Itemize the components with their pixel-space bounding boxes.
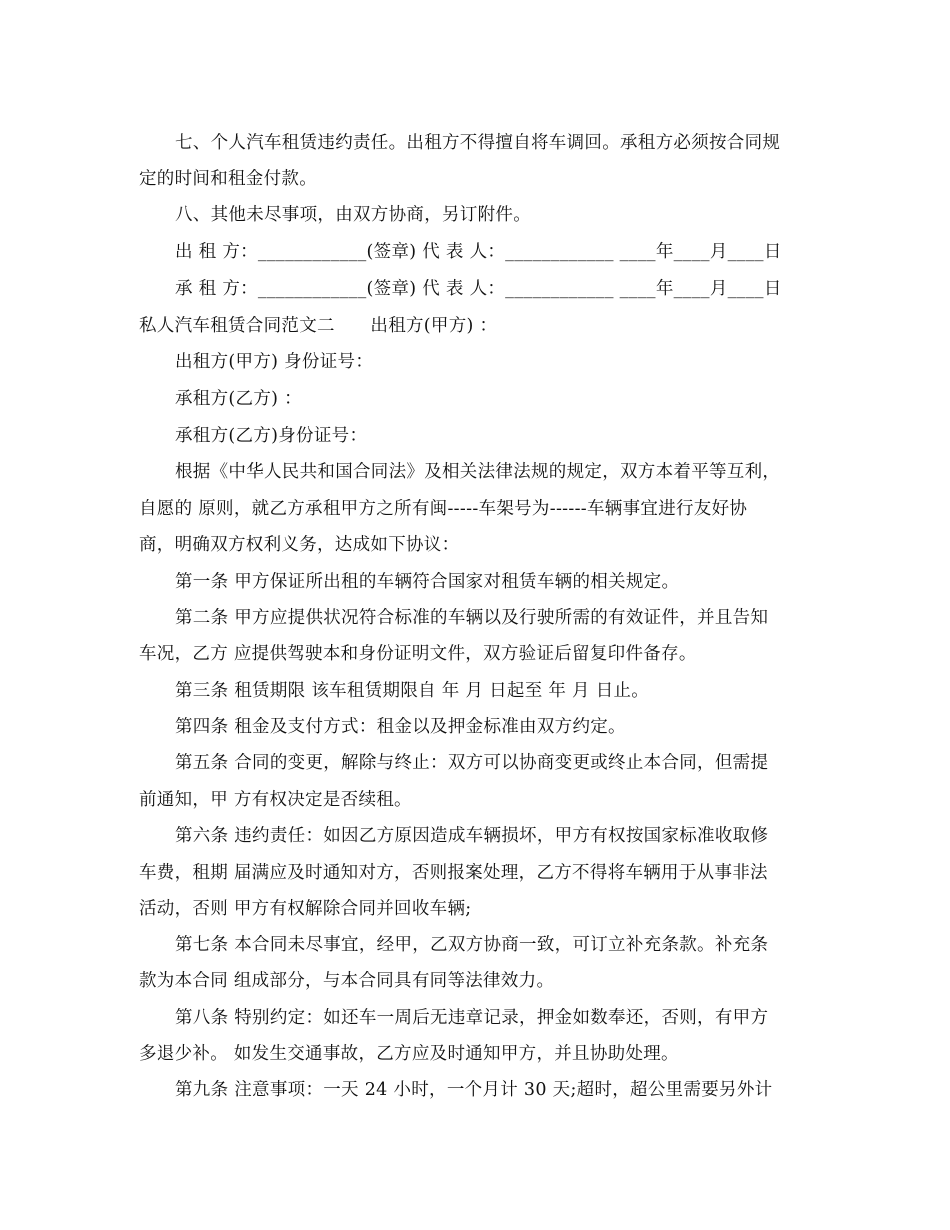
- template-two-heading: 私人汽车租赁合同范文二 出租方(甲方) ：: [139, 316, 498, 336]
- lessee-signature-line: 承 租 方：____________(签章) 代 表 人：____________ ____年____月____日: [175, 279, 782, 299]
- article-6-line-1: 第六条 违约责任：如因乙方原因造成车辆损坏，甲方有权按国家标准收取修: [175, 826, 769, 846]
- article-9-line-1: 第九条 注意事项：一天 24 小时，一个月计 30 天;超时，超公里需要另外计: [175, 1080, 773, 1100]
- article-8-line-2: 多退少补。 如发生交通事故，乙方应及时通知甲方，并且协助处理。: [139, 1044, 679, 1064]
- article-7-line-1: 第七条 本合同未尽事宜，经甲，乙双方协商一致，可订立补充条款。补充条: [175, 935, 769, 955]
- clause-8-line: 八、其他未尽事项，由双方协商，另订附件。: [175, 205, 531, 225]
- preamble-line-2: 自愿的 原则，就乙方承租甲方之所有闽-----车架号为------车辆事宜进行友好协: [139, 499, 748, 519]
- article-1-line: 第一条 甲方保证所出租的车辆符合国家对租赁车辆的相关规定。: [175, 572, 680, 592]
- article-5-line-2: 前通知，甲 方有权决定是否续租。: [139, 790, 412, 810]
- article-8-line-1: 第八条 特别约定：如还车一周后无违章记录，押金如数奉还，否则，有甲方: [175, 1008, 769, 1028]
- article-4-line: 第四条 租金及支付方式：租金以及押金标准由双方约定。: [175, 717, 626, 737]
- article-5-line-1: 第五条 合同的变更，解除与终止：双方可以协商变更或终止本合同，但需提: [175, 753, 769, 773]
- preamble-line-1: 根据《中华人民共和国合同法》及相关法律法规的规定，双方本着平等互利，: [175, 462, 781, 482]
- article-6-line-2: 车费，租期 届满应及时通知对方，否则报案处理，乙方不得将车辆用于从事非法: [139, 863, 768, 883]
- article-6-line-3: 活动，否则 甲方有权解除合同并回收车辆;: [139, 899, 472, 919]
- lessee-id-line: 承租方(乙方)身份证号：: [175, 426, 368, 446]
- lessor-signature-line: 出 租 方：____________(签章) 代 表 人：____________ ____年____月____日: [175, 242, 782, 262]
- clause-7-line-2: 定的时间和租金付款。: [139, 169, 317, 189]
- article-7-line-2: 款为本合同 组成部分，与本合同具有同等法律效力。: [139, 971, 555, 991]
- article-2-line-2: 车况，乙方 应提供驾驶本和身份证明文件，双方验证后留复印件备存。: [139, 644, 697, 664]
- lessee-line: 承租方(乙方) ：: [175, 389, 302, 409]
- article-3-line: 第三条 租赁期限 该车租赁期限自 年 月 日起至 年 月 日止。: [175, 681, 650, 701]
- clause-7-line-1: 七、个人汽车租赁违约责任。出租方不得擅自将车调回。承租方必须按合同规: [175, 133, 781, 153]
- preamble-line-3: 商，明确双方权利义务，达成如下协议：: [139, 535, 460, 555]
- article-2-line-1: 第二条 甲方应提供状况符合标准的车辆以及行驶所需的有效证件，并且告知: [175, 608, 769, 628]
- lessor-id-line: 出租方(甲方) 身份证号：: [175, 352, 374, 372]
